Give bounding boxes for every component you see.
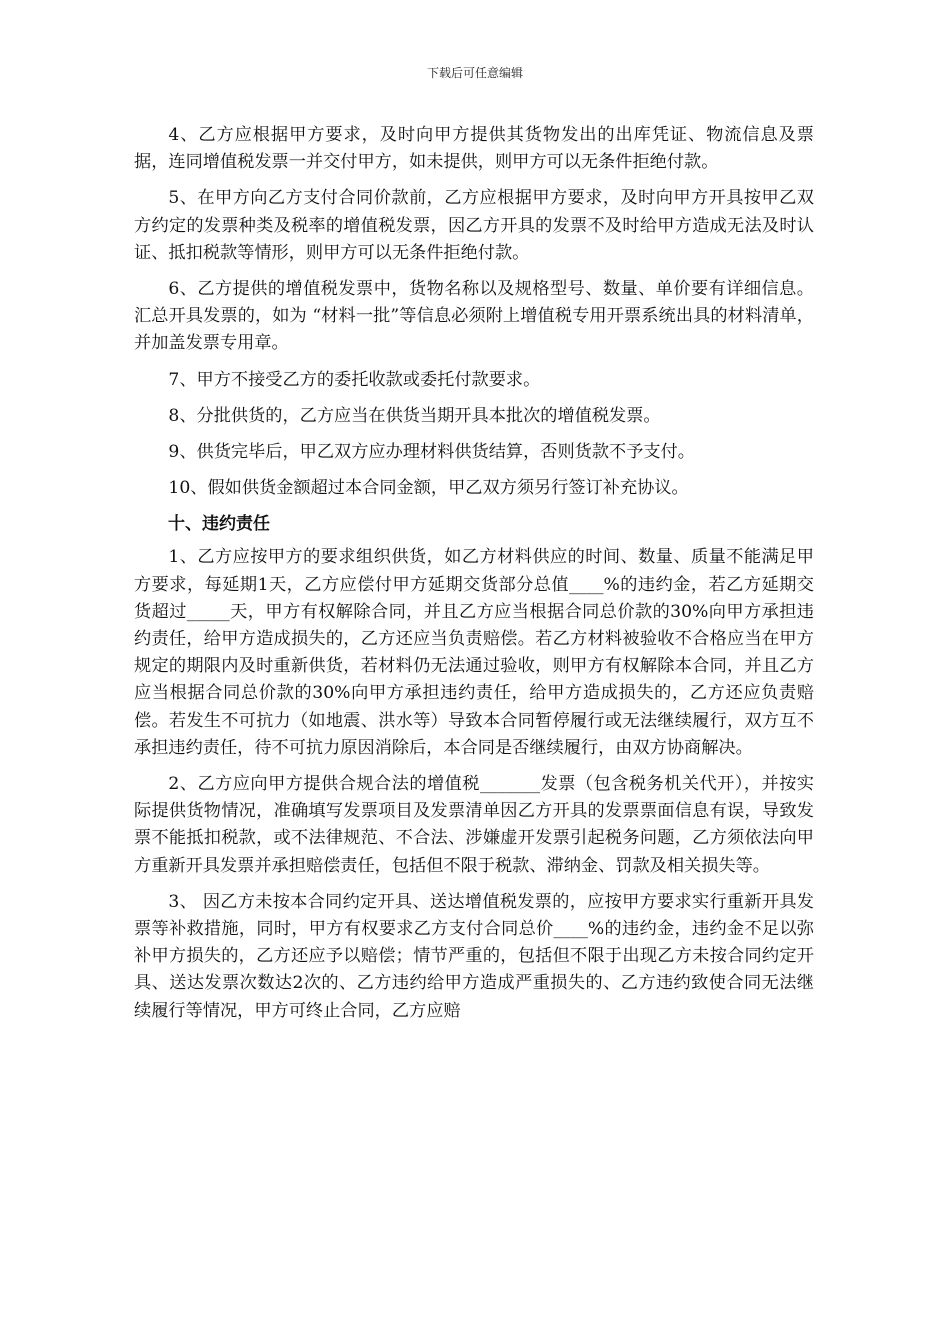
- clause-4: 4、乙方应根据甲方要求，及时向甲方提供其货物发出的出库凭证、物流信息及票据，连同增值税发票一并交付甲方，如未提供，则甲方可以无条件拒绝付款。: [134, 125, 814, 173]
- clause-6: 6、乙方提供的增值税发票中，货物名称以及规格型号、数量、单价要有详细信息。汇总开具发票的，如为 “材料一批”等信息必须附上增值税专用开票系统出具的材料清单，并加盖发票专用章。: [134, 279, 814, 354]
- clause-5: 5、在甲方向乙方支付合同价款前，乙方应根据甲方要求，及时向甲方开具按甲乙双方约定的发票种类及税率的增值税发票，因乙方开具的发票不及时给甲方造成无法及时认证、抵扣税款等情形，则甲方可以无条件拒绝付款。: [134, 188, 814, 263]
- clause-8: 8、分批供货的，乙方应当在供货当期开具本批次的增值税发票。: [168, 405, 661, 426]
- breach-clause-2: 2、乙方应向甲方提供合规合法的增值税_______发票（包含税务机关代开），并按实际提供货物情况，准确填写发票项目及发票清单因乙方开具的发票票面信息有误，导致发票不能抵扣税款，或不法律规范、不合法、涉嫌虚开发票引起税务问题，乙方须依法向甲方重新开具发票并承担赔偿责任，包括但不限于税款、滞纳金、罚款及相关损失等。: [134, 774, 814, 876]
- clause-10: 10、假如供货金额超过本合同金额，甲乙双方须另行签订补充协议。: [168, 478, 689, 499]
- document-body: [134, 122, 814, 1034]
- breach-clause-1: 1、乙方应按甲方的要求组织供货，如乙方材料供应的时间、数量、质量不能满足甲方要求，每延期1天，乙方应偿付甲方延期交货部分总值____%的违约金，若乙方延期交货超过_____天，甲方有权解除合同，并且乙方应当根据合同总价款的30%向甲方承担违约责任，给甲方造成损失的，乙方还应当负责赔偿。若乙方材料被验收不合格应当在甲方规定的期限内及时重新供货，若材料仍无法通过验收，则甲方有权解除本合同，并且乙方应当根据合同总价款的30%向甲方承担违约责任，给甲方造成损失的，乙方还应负责赔偿。若发生不可抗力（如地震、洪水等）导致本合同暂停履行或无法继续履行，双方互不承担违约责任，待不可抗力原因消除后，本合同是否继续履行，由双方协商解决。: [134, 547, 814, 758]
- clause-7: 7、甲方不接受乙方的委托收款或委托付款要求。: [168, 369, 541, 390]
- breach-clause-3: 3、 因乙方未按本合同约定开具、送达增值税发票的，应按甲方要求实行重新开具发票等补救措施，同时，甲方有权要求乙方支付合同总价____%的违约金，违约金不足以弥补甲方损失的，乙方还应予以赔偿；情节严重的，包括但不限于出现乙方未按合同约定开具、送达发票次数达2次的、乙方违约给甲方造成严重损失的、乙方违约致使合同无法继续履行等情况，甲方可终止合同，乙方应赔: [134, 891, 814, 1021]
- page-header: 下载后可任意编辑: [426, 66, 523, 80]
- section-title-breach-liability: 十、违约责任: [168, 514, 270, 535]
- clause-9: 9、供货完毕后，甲乙双方应办理材料供货结算，否则货款不予支付。: [168, 442, 695, 463]
